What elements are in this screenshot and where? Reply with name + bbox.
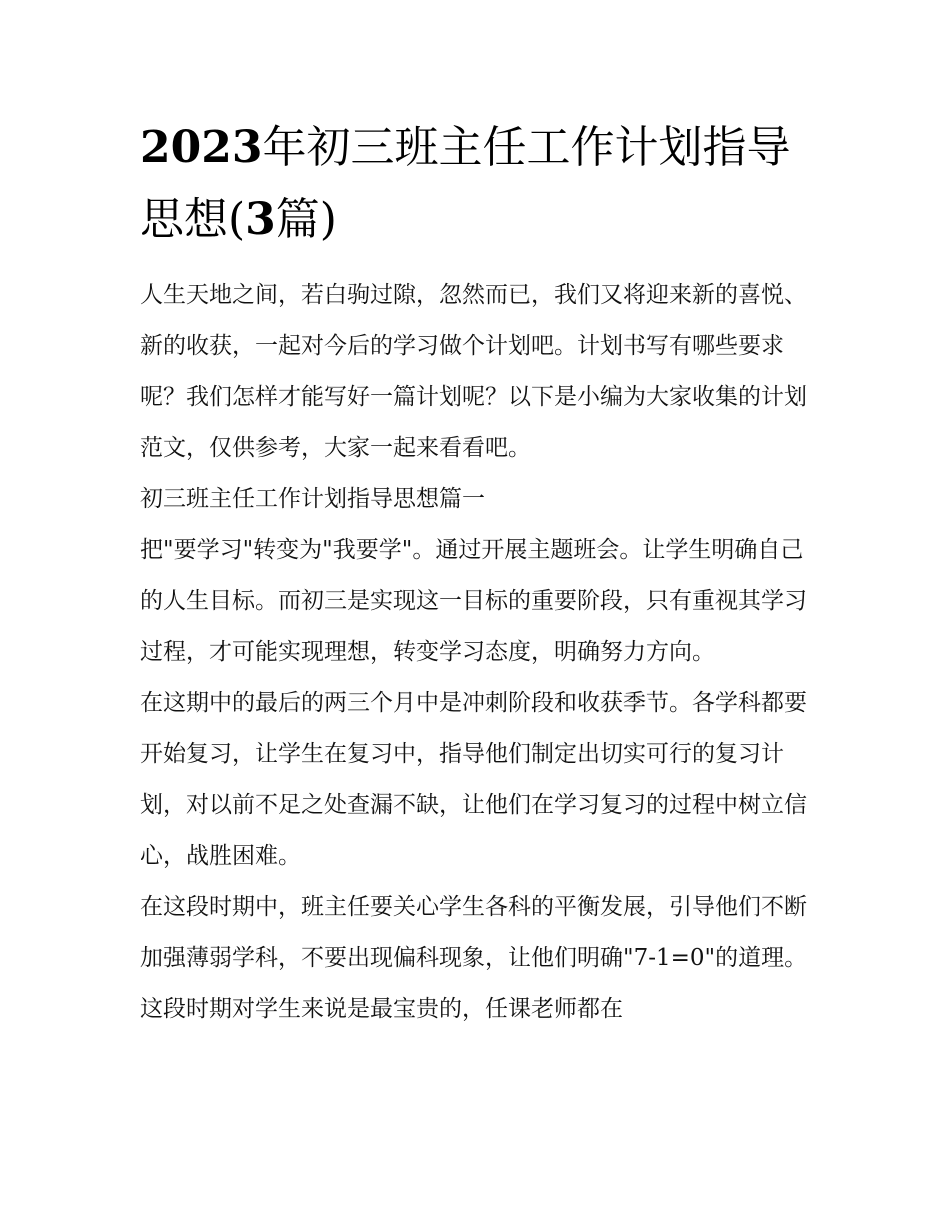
body-paragraph: 在这期中的最后的两三个月中是冲刺阶段和收获季节。各学科都要开始复习，让学生在复习中，指导他们制定出切实可行的复习计划，对以前不足之处查漏不缺，让他们在学习复习的过程中树立信心，战胜困难。	[140, 690, 807, 869]
title-end: 篇)	[275, 194, 337, 245]
section-heading: 初三班主任工作计划指导思想篇一	[140, 486, 485, 512]
title-main: 年初三班主任工作计划指导思想(	[140, 122, 791, 245]
body-paragraph: 在这段时期中，班主任要关心学生各科的平衡发展，引导他们不断加强薄弱学科，不要出现偏科现象，让他们明确"7-1=0"的道理。这段时期对学生来说是最宝贵的，任课老师都在	[140, 894, 808, 1022]
document-title	[140, 112, 820, 256]
document-body	[140, 112, 820, 1035]
title-count: 3	[245, 194, 276, 245]
title-year: 2023	[140, 122, 263, 173]
body-paragraph: 把"要学习"转变为"我要学"。通过开展主题班会。让学生明确自己的人生目标。而初三是实现这一目标的重要阶段，只有重视其学习过程，才可能实现理想，转变学习态度，明确努力方向。	[140, 537, 807, 665]
intro-paragraph: 人生天地之间，若白驹过隙，忽然而已，我们又将迎来新的喜悦、新的收获，一起对今后的学习做个计划吧。计划书写有哪些要求呢？我们怎样才能写好一篇计划呢？以下是小编为大家收集的计划范文，仅供参考，大家一起来看看吧。	[140, 282, 807, 461]
